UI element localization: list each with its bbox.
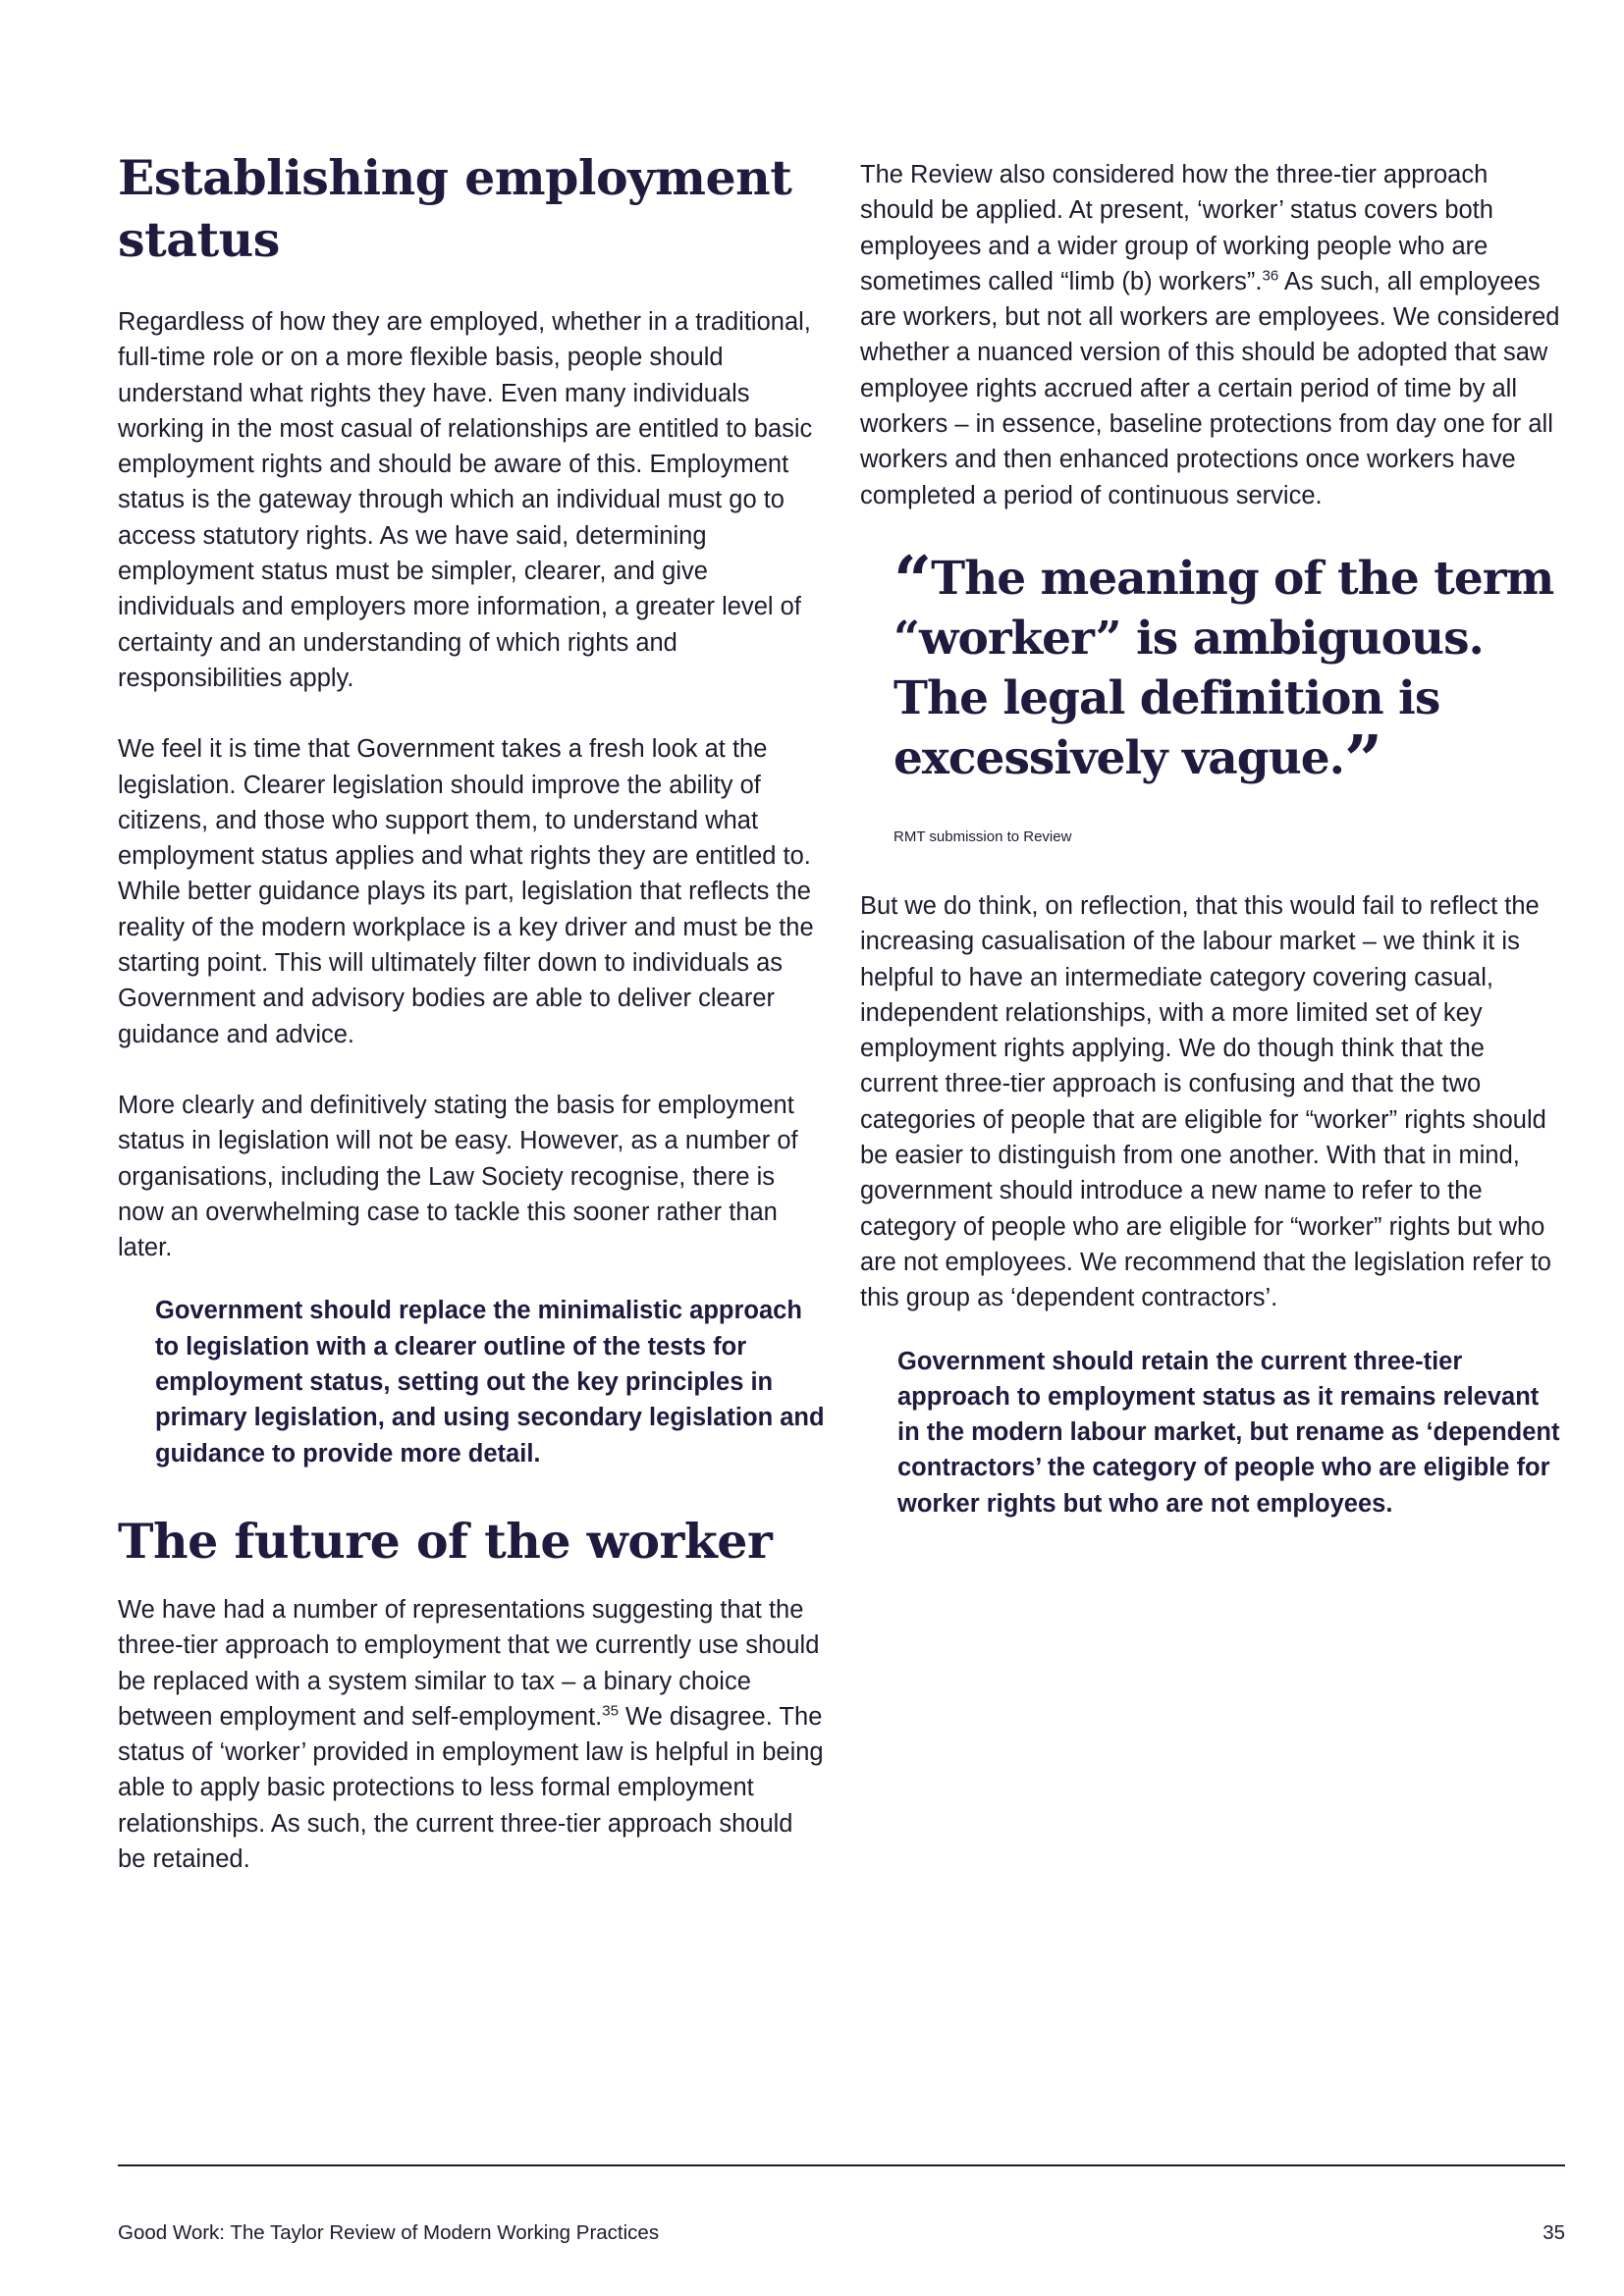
paragraph: More clearly and definitively stating the basis for employment status in legislation will not be easy. However, as a number of organisations, including the Law Society recognise, there is now an overwhelming case to tackle this sooner rather than later. [118,1091,798,1262]
pull-quote-text [893,541,1567,800]
pull-quote [893,541,1567,800]
paragraph: Regardless of how they are employed, whether in a traditional, full-time role or on a more flexible basis, people should understand what rights they have. Even many individuals working in the most casual of relationships are entitled to basic employment rights and should be aware of this. Employment status is the gateway through which an individual must go to access statutory rights. As we have said, determining employment status must be simpler, clearer, and give individuals and employers more information, a greater level of certainty and an understanding of which rights and responsibilities apply. [118,308,813,692]
close-quote-mark: ” [1344,721,1382,800]
footnote-ref: 36 [1262,267,1279,285]
quote-body: The meaning of the term “worker” is ambiguous. The legal definition is excessively vague. [893,551,1554,785]
paragraph-text: We have had a number of representations suggesting that the three-tier approach to employment that we currently use should be replaced with a system similar to tax – a binary choice between employment and self-employment. [118,1595,820,1731]
page-number: 35 [1543,2221,1565,2244]
heading-establishing-employment-status: Establishing employment status [118,149,792,268]
quote-source: RMT submission to Review [893,828,1072,845]
paragraph [118,1592,825,1877]
recommendation-box: Government should retain the current three-tier approach to employment status as it remains relevant in the modern labour market, but rename as ‘dependent contractors’ the category of people who are eligible for worker rights but who are not employees. [897,1347,1560,1518]
footer-document-title: Good Work: The Taylor Review of Modern Working Practices [118,2221,660,2244]
paragraph-text: We disagree. The status of ‘worker’ provided in employment law is helpful in being able to apply basic protections to less formal employment relationships. As such, the current three-tier approach should be retained. [118,1702,824,1873]
left-column [118,147,825,1912]
right-column [860,157,1567,1561]
heading-future-of-the-worker: The future of the worker [118,1512,773,1570]
paragraph [860,157,1567,513]
paragraph: But we do think, on reflection, that this would fail to reflect the increasing casualisation of the labour market – we think it is helpful to have an intermediate category covering casual, independent relationships, with a more limited set of key employment rights applying. We do though think that the current three-tier approach is confusing and that the two categories of people that are eligible for “worker” rights should be easier to distinguish from one another. With that in mind, government should introduce a new name to refer to the category of people who are eligible for “worker” rights but who are not employees. We recommend that the legislation refer to this group as ‘dependent contractors’. [860,891,1551,1312]
paragraph-text: The Review also considered how the three-tier approach should be applied. At present, ‘worker’ status covers both employees and a wider group of working people who are sometimes called “limb (b) workers”. [860,161,1493,295]
paragraph: We feel it is time that Government takes a fresh look at the legislation. Clearer legislation should improve the ability of citizens, and those who support them, to understand what employment status applies and what rights they are entitled to. While better guidance plays its part, legislation that reflects the reality of the modern workplace is a key driver and must be the starting point. This will ultimately filter down to individuals as Government and advisory bodies are able to deliver clearer guidance and advice. [118,735,814,1048]
recommendation-box: Government should replace the minimalistic approach to legislation with a clearer outline of the tests for employment status, setting out the key principles in primary legislation, and using secondary legislation and guidance to provide more detail. [155,1297,825,1468]
footer-divider [118,2164,1565,2166]
paragraph-text: As such, all employees are workers, but not all workers are employees. We considered whether a nuanced version of this should be adopted that saw employee rights accrued after a certain period of time by all workers – in essence, baseline protections from day one for all workers and then enhanced protections once workers have completed a period of continuous service. [860,267,1560,509]
footnote-ref: 35 [602,1702,619,1720]
open-quote-mark: “ [893,541,932,620]
